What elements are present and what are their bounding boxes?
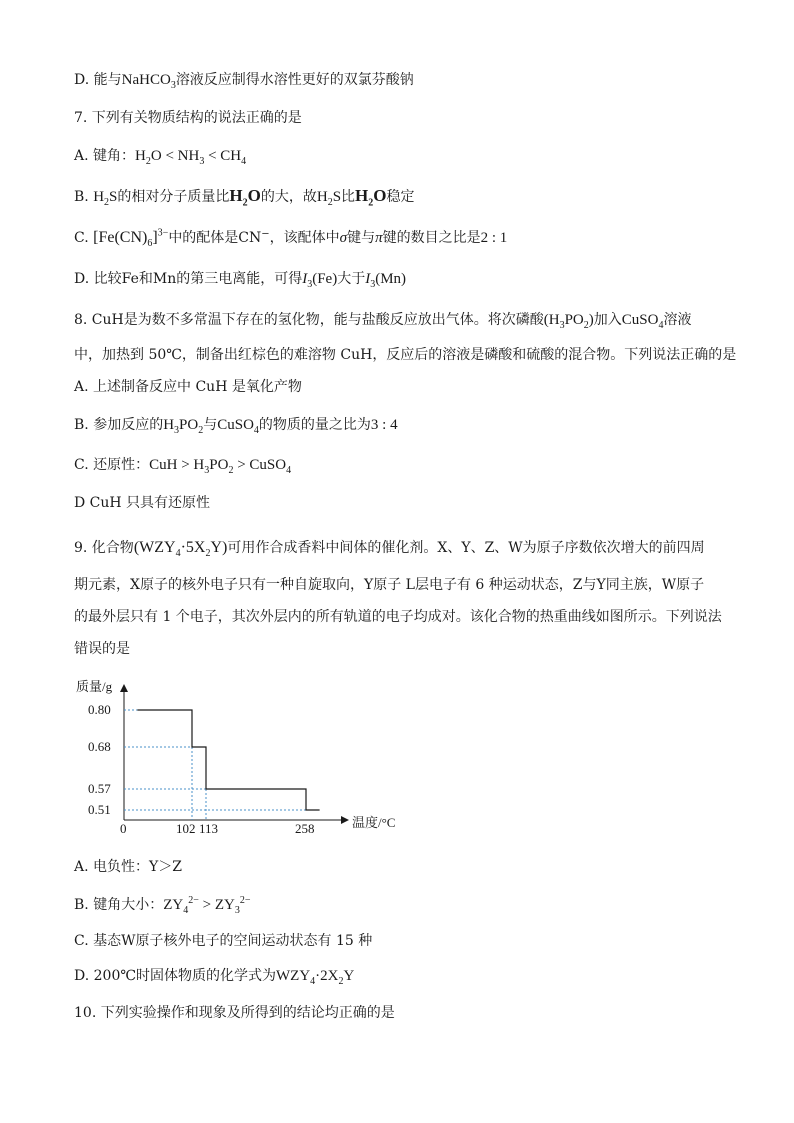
q9-stem-text: 可用作合成香料中间体的催化剂。X、Y、Z、W为原子序数依次增大的前四周 — [227, 540, 705, 556]
q9-compound-formula — [133, 539, 228, 560]
q10-stem: 10. 下列实验操作和现象及所得到的结论均正确的是 — [74, 1005, 395, 1021]
q8-stem-line1: 8. CuH是为数不多常温下存在的氢化物，能与盐酸反应放出气体。将次磷酸$(H_3PO_2)$加入CuSO$_4$溶液 — [74, 312, 692, 331]
x-tick-labels — [120, 821, 315, 836]
y-axis-label: 质量/g — [76, 679, 113, 694]
x-tick-label: 0 — [120, 821, 127, 836]
formula-part: (WZY — [133, 539, 176, 556]
x-axis-label: 温度/°C — [352, 815, 396, 830]
q7-option-b: B. $H_2S$的相对分子质量比$H_2O$的大，故$H_2S$比$H_2O$稳定 — [74, 186, 415, 209]
formula-part: Y) — [210, 539, 228, 556]
x-tick-label: 102 — [176, 821, 196, 836]
formula-subscript: 4 — [175, 548, 181, 560]
q7-option-d: D. 比较Fe和Mn的第三电离能，可得$I_3(Fe)$大于$I_3(Mn)$ — [74, 271, 407, 290]
formula-subscript: 2 — [205, 548, 211, 560]
y-tick-label: 0.68 — [88, 739, 111, 754]
y-tick-label: 0.51 — [88, 802, 111, 817]
q9-option-a: A. 电负性：Y＞Z — [74, 859, 182, 875]
q9-option-d: D. 200℃时固体物质的化学式为$WZY_4\cdot 2X_2Y$ — [74, 968, 355, 987]
q9-stem-line2: 期元素，X原子的核外电子只有一种自旋取向，Y原子 L层电子有 6 种运动状态，Z与Y同主族，W原子 — [74, 577, 705, 593]
q8-option-a: A. 上述制备反应中 CuH 是氧化产物 — [74, 379, 302, 395]
y-tick-labels — [88, 702, 111, 817]
x-tick-label: 113 — [199, 821, 219, 836]
q9-stem-line3: 的最外层只有 1 个电子，其次外层内的所有轨道的电子均成对。该化合物的热重曲线如图所示。下列说法 — [74, 609, 722, 625]
q7-option-c: C. $[Fe(CN)_6]^{3-}$中的配体是CN−，该配体中σ键与π键的数目之比是2 : 1 — [74, 227, 508, 250]
x-tick-label: 258 — [295, 821, 315, 836]
q8-stem-line2: 中，加热到 50℃，制备出红棕色的难溶物 CuH，反应后的溶液是磷酸和硫酸的混合物。下列说法正确的是 — [74, 347, 737, 363]
q8-option-d: D CuH 只具有还原性 — [74, 495, 211, 511]
q6-option-d: D. 能与NaHCO$_3$溶液反应制得水溶性更好的双氯芬酸钠 — [74, 72, 414, 91]
formula-part: ·5X — [180, 539, 206, 556]
q8-option-b: B. 参加反应的$H_3PO_2$与CuSO$_4$的物质的量之比为3 : 4 — [74, 417, 398, 436]
q9-stem-line4: 错误的是 — [74, 641, 130, 657]
q9-stem-prefix: 9. 化合物 — [74, 540, 134, 556]
q7-option-a: A. 键角：$H_2O < NH_3 < CH_4$ — [74, 148, 247, 167]
thermogravimetric-chart — [70, 675, 410, 840]
y-tick-label: 0.80 — [88, 702, 111, 717]
mass-curve — [137, 710, 319, 810]
y-tick-label: 0.57 — [88, 781, 111, 796]
q9-option-b: B. 键角大小：$ZY_4^{2-} > ZY_3^{2-}$ — [74, 895, 251, 916]
q9-stem-line1 — [74, 538, 705, 558]
q7-stem: 7. 下列有关物质结构的说法正确的是 — [74, 110, 302, 126]
q8-option-c: C. 还原性：CuH > $H_3PO_2$ > CuSO$_4$ — [74, 457, 292, 476]
chart-axes — [124, 685, 348, 820]
q9-option-c: C. 基态W原子核外电子的空间运动状态有 15 种 — [74, 933, 373, 949]
chart-guides — [124, 710, 320, 820]
